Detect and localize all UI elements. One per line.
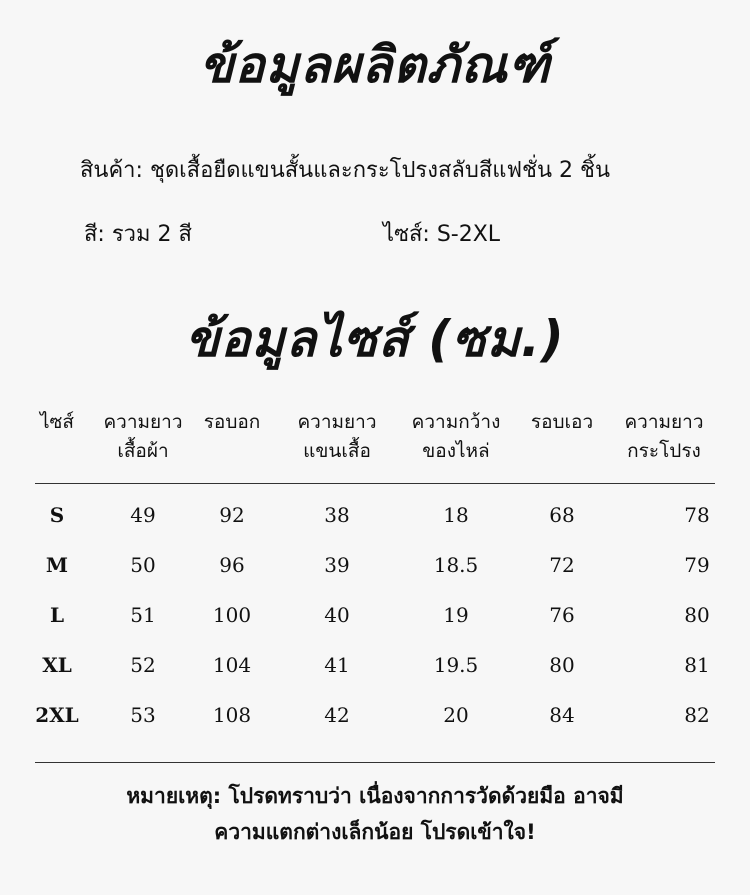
cell-waist: 68 bbox=[549, 503, 575, 527]
color-line: สี: รวม 2 สี bbox=[84, 222, 192, 247]
product-info-title: ข้อมูลผลิตภัณฑ์ bbox=[199, 36, 551, 94]
cell-chest: 100 bbox=[212, 603, 252, 627]
cell-garment-length: 51 bbox=[130, 603, 156, 627]
cell-size: XL bbox=[42, 653, 72, 677]
header-sleeve-length: ความยาว แขนเสื้อ bbox=[297, 411, 377, 462]
cell-sleeve-length: 40 bbox=[324, 603, 350, 627]
table-row bbox=[0, 500, 750, 530]
size-range-line: ไซส์: S-2XL bbox=[383, 222, 501, 247]
cell-size: L bbox=[49, 603, 65, 627]
cell-size: 2XL bbox=[35, 703, 79, 727]
size-table-header bbox=[0, 408, 750, 468]
header-size: ไซส์ bbox=[39, 411, 75, 433]
cell-shoulder-width: 18 bbox=[443, 503, 469, 527]
cell-waist: 80 bbox=[549, 653, 575, 677]
cell-sleeve-length: 38 bbox=[324, 503, 350, 527]
table-row bbox=[0, 600, 750, 630]
cell-chest: 108 bbox=[212, 703, 252, 727]
cell-shoulder-width: 19 bbox=[443, 603, 469, 627]
cell-shoulder-width: 20 bbox=[443, 703, 469, 727]
header-garment-length: ความยาว เสื้อผ้า bbox=[103, 411, 183, 462]
cell-skirt-length: 78 bbox=[684, 503, 710, 527]
cell-sleeve-length: 42 bbox=[324, 703, 350, 727]
cell-waist: 84 bbox=[549, 703, 575, 727]
table-top-divider bbox=[35, 483, 715, 484]
cell-shoulder-width: 18.5 bbox=[433, 553, 479, 577]
cell-skirt-length: 79 bbox=[684, 553, 710, 577]
header-shoulder-width: ความกว้าง ของไหล่ bbox=[411, 411, 501, 462]
cell-chest: 92 bbox=[219, 503, 245, 527]
product-name-line: สินค้า: ชุดเสื้อยืดแขนสั้นและกระโปรงสลับสีแฟชั่น 2 ชิ้น bbox=[80, 158, 610, 183]
cell-sleeve-length: 41 bbox=[324, 653, 350, 677]
note-line-1: หมายเหตุ: โปรดทราบว่า เนื่องจากการวัดด้วยมือ อาจมี bbox=[126, 784, 624, 808]
table-row bbox=[0, 700, 750, 730]
cell-waist: 72 bbox=[549, 553, 575, 577]
cell-garment-length: 52 bbox=[130, 653, 156, 677]
cell-garment-length: 50 bbox=[130, 553, 156, 577]
cell-chest: 96 bbox=[219, 553, 245, 577]
cell-sleeve-length: 39 bbox=[324, 553, 350, 577]
cell-garment-length: 49 bbox=[130, 503, 156, 527]
table-row bbox=[0, 550, 750, 580]
cell-size: S bbox=[49, 503, 65, 527]
cell-size: M bbox=[45, 553, 69, 577]
cell-shoulder-width: 19.5 bbox=[433, 653, 479, 677]
cell-skirt-length: 81 bbox=[684, 653, 710, 677]
note-line-2: ความแตกต่างเล็กน้อย โปรดเข้าใจ! bbox=[214, 820, 536, 844]
cell-garment-length: 53 bbox=[130, 703, 156, 727]
cell-chest: 104 bbox=[212, 653, 252, 677]
header-waist: รอบเอว bbox=[530, 411, 594, 433]
cell-skirt-length: 80 bbox=[684, 603, 710, 627]
cell-waist: 76 bbox=[549, 603, 575, 627]
table-row bbox=[0, 650, 750, 680]
header-chest: รอบอก bbox=[203, 411, 261, 433]
header-skirt-length: ความยาว กระโปรง bbox=[624, 411, 704, 462]
size-info-title: ข้อมูลไซส์ (ซม.) bbox=[185, 310, 565, 368]
table-bottom-divider bbox=[35, 762, 715, 763]
cell-skirt-length: 82 bbox=[684, 703, 710, 727]
